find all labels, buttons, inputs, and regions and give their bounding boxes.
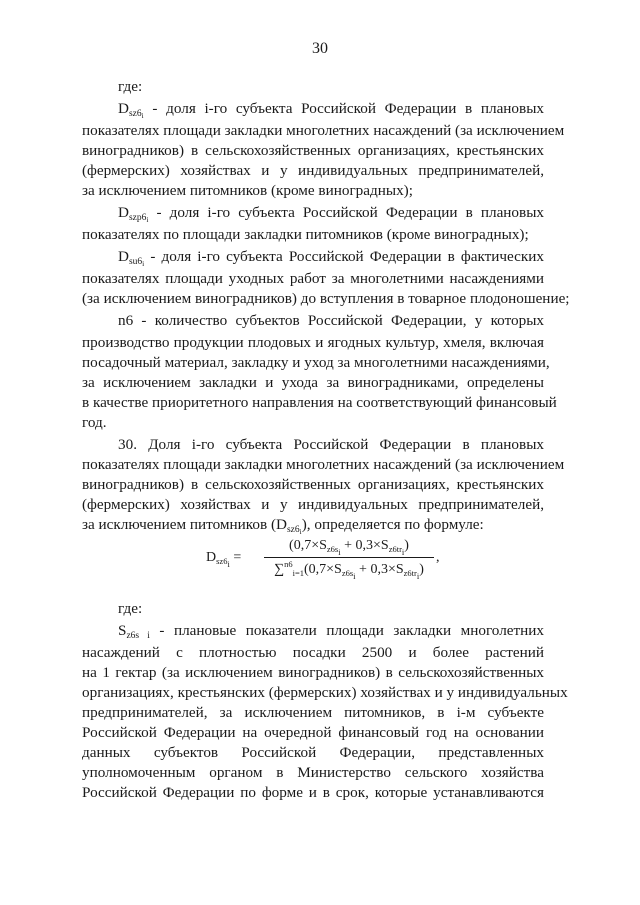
text-line: данных субъектов Российской Федерации, представленных <box>82 744 544 761</box>
where-label-2: где: <box>118 600 143 617</box>
text-line: показателях площади закладки многолетних насаждений (за исключением <box>82 122 565 139</box>
formula-denominator: $\sum^{n6}_{i=1}(0,7\times S_{z6s_i} + 0,3\times S_{z6tr_i})$ <box>274 559 424 581</box>
page-number: 30 <box>312 40 328 57</box>
text-line: виноградников) в сельскохозяйственных организациях, крестьянских <box>82 142 544 159</box>
text-line: в качестве приоритетного направления на соответствующий финансовый <box>82 394 557 411</box>
text-line: за исключением закладки и ухода за виноградниками, определены <box>82 374 544 391</box>
text-line: показателях площади закладки многолетних насаждений (за исключением <box>82 456 565 473</box>
text-line: показателях по площади закладки питомников (кроме виноградных); <box>82 226 529 243</box>
paragraph-30: 30. Доля i-го субъекта Российской Федерации в плановых <box>118 436 544 453</box>
text-line: организациях, крестьянских (фермерских) хозяйствах и у индивидуальных <box>82 684 568 701</box>
symbol: $S_{z6s i}$ <box>118 622 150 641</box>
text-line: уполномоченным органом в Министерство сельского хозяйства <box>82 764 544 781</box>
definition-n6: n6 - количество субъектов Российской Федерации, у которых <box>118 312 544 329</box>
formula <box>206 536 446 586</box>
symbol: $D_{sz6_i}$ <box>118 100 144 120</box>
text-line: на 1 гектар (за исключением виноградников) в сельскохозяйственных <box>82 664 544 681</box>
definition-sz6s: $S_{z6s i}$ - плановые показатели площади закладки многолетних <box>118 622 544 641</box>
definition-dszp6: $D_{szp6_i}$ - доля i-го субъекта Российской Федерации в плановых <box>118 204 544 224</box>
text-line: за исключением питомников (кроме виноградных); <box>82 182 413 199</box>
formula-comma: , <box>436 550 440 565</box>
text-line: (фермерских) хозяйствах и у индивидуальных предпринимателей, <box>82 162 544 179</box>
text-line: за исключением питомников $(D_{sz6_i})$, определяется по формуле: <box>82 516 484 536</box>
symbol: $D_{su6_i}$ <box>118 248 145 268</box>
definition-dsu6: $D_{su6_i}$ - доля i-го субъекта Российской Федерации в фактических <box>118 248 544 268</box>
text-line: производство продукции плодовых и ягодных культур, хмеля, включая <box>82 334 544 351</box>
formula-fraction <box>264 536 434 580</box>
text-line: год. <box>82 414 107 431</box>
text-line: Российской Федерации на очередной финансовый год на основании <box>82 724 544 741</box>
text-line: (за исключением виноградников) до вступления в товарное плодоношение; <box>82 290 570 307</box>
text-line: насаждений с плотностью посадки 2500 и более растений <box>82 644 544 661</box>
text-line: посадочный материал, закладку и уход за многолетними насаждениями, <box>82 354 550 371</box>
text-line: (фермерских) хозяйствах и у индивидуальных предпринимателей, <box>82 496 544 513</box>
symbol: $D_{szp6_i}$ <box>118 204 149 224</box>
text-line: показателях площади уходных работ за многолетними насаждениями <box>82 270 544 287</box>
fraction-bar <box>264 557 434 558</box>
text-line: виноградников) в сельскохозяйственных организациях, крестьянских <box>82 476 544 493</box>
text-line: предпринимателей, за исключением питомников, в i-м субъекте <box>82 704 544 721</box>
symbol: $D_{sz6_i}$ <box>276 516 302 536</box>
formula-lhs: $D_{sz6_i}$ = <box>206 550 242 569</box>
text-line: Российской Федерации по форме и в срок, которые устанавливаются <box>82 784 544 801</box>
definition-dsz6: $D_{sz6_i}$ - доля i-го субъекта Российской Федерации в плановых <box>118 100 544 120</box>
where-label: где: <box>118 78 143 95</box>
formula-numerator: $(0,7\times S_{z6s_i} + 0,3\times S_{z6tr_i})$ <box>289 538 409 557</box>
